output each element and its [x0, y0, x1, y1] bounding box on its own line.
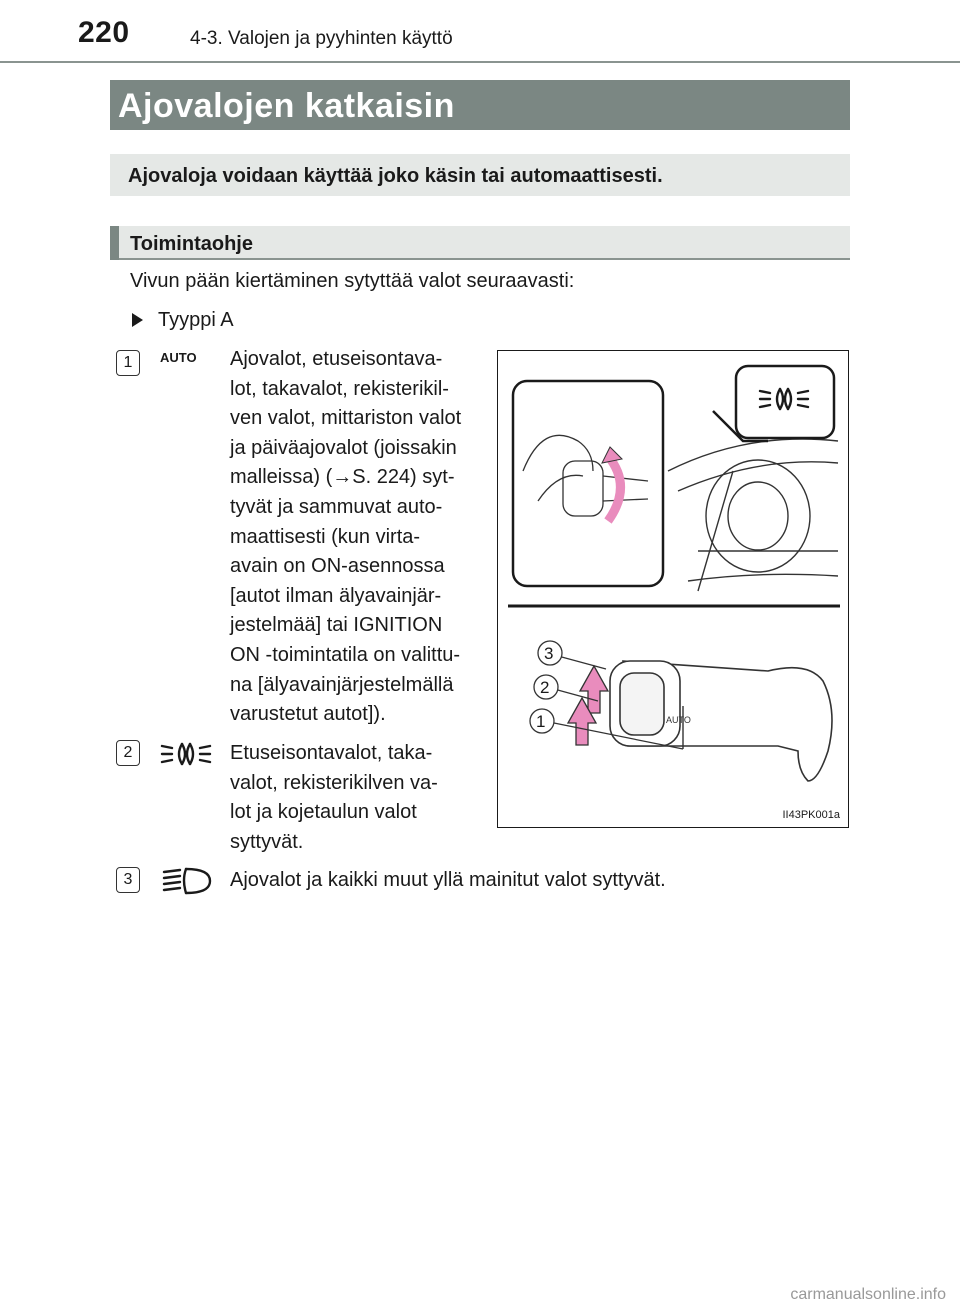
callout-1: 1 — [536, 712, 546, 731]
item-1-description — [230, 345, 478, 730]
callout-2: 2 — [540, 678, 550, 697]
item-3-description — [230, 866, 666, 896]
callout-3: 3 — [544, 644, 554, 663]
summary-text: Ajovaloja voidaan käyttää joko käsin tai automaattisesti. — [128, 165, 663, 187]
desc-line: [autot ilman älyavainjär- — [230, 584, 442, 607]
item-2-description — [230, 739, 478, 857]
figure-id: II43PK001a — [782, 809, 840, 821]
switch-auto-label: AUTO — [666, 715, 691, 725]
desc-line: lot, takavalot, rekisterikil- — [230, 377, 449, 400]
chapter-title: 4-3. Valojen ja pyyhinten käyttö — [190, 28, 453, 49]
desc-line: jestelmää] tai IGNITION — [230, 614, 443, 637]
section-title: Ajovalojen katkaisin — [118, 87, 455, 125]
desc-line: valot, rekisterikilven va- — [230, 771, 438, 794]
subsection-title: Toimintaohje — [130, 233, 253, 255]
figure-headlight-switch — [497, 350, 849, 828]
desc-line: tyvät ja sammuvat auto- — [230, 495, 443, 518]
desc-line: varustetut autot]). — [230, 703, 386, 726]
desc-line: Ajovalot, etuseisontava- — [230, 348, 443, 370]
inset-hand-detail — [513, 381, 663, 586]
item-number-1: 1 — [116, 350, 140, 376]
headlight-icon — [160, 866, 212, 896]
item-number-3: 3 — [116, 867, 140, 893]
desc-line: na [älyavainjärjestelmällä — [230, 673, 454, 696]
desc-line: ven valot, mittariston valot — [230, 407, 462, 430]
page-number: 220 — [78, 16, 130, 49]
desc-line: Ajovalot ja kaikki muut yllä mainitut valot syttyvät. — [230, 869, 666, 891]
desc-line: malleissa) (→S. 224) syt- — [230, 466, 455, 489]
parking-light-icon — [160, 740, 212, 768]
type-label: Tyyppi A — [158, 309, 234, 331]
bullet-triangle-icon — [132, 313, 143, 327]
desc-line: syttyvät. — [230, 830, 304, 853]
intro-text: Vivun pään kiertäminen sytyttää valot seuraavasti: — [130, 270, 575, 292]
desc-line: avain on ON-asennossa — [230, 555, 445, 578]
desc-line: lot ja kojetaulun valot — [230, 801, 417, 824]
header-divider — [0, 61, 960, 63]
figure-illustration — [498, 351, 848, 827]
desc-line: maattisesti (kun virta- — [230, 525, 421, 548]
desc-line: ON -toimintatila on valittu- — [230, 643, 461, 666]
watermark: carmanualsonline.info — [790, 1286, 946, 1303]
item-number-2: 2 — [116, 740, 140, 766]
desc-line: Etuseisontavalot, taka- — [230, 742, 433, 764]
desc-line: ja päiväajovalot (joissakin — [230, 436, 457, 459]
subsection-accent-bar — [110, 226, 119, 260]
auto-light-icon: AUTO — [160, 350, 197, 365]
